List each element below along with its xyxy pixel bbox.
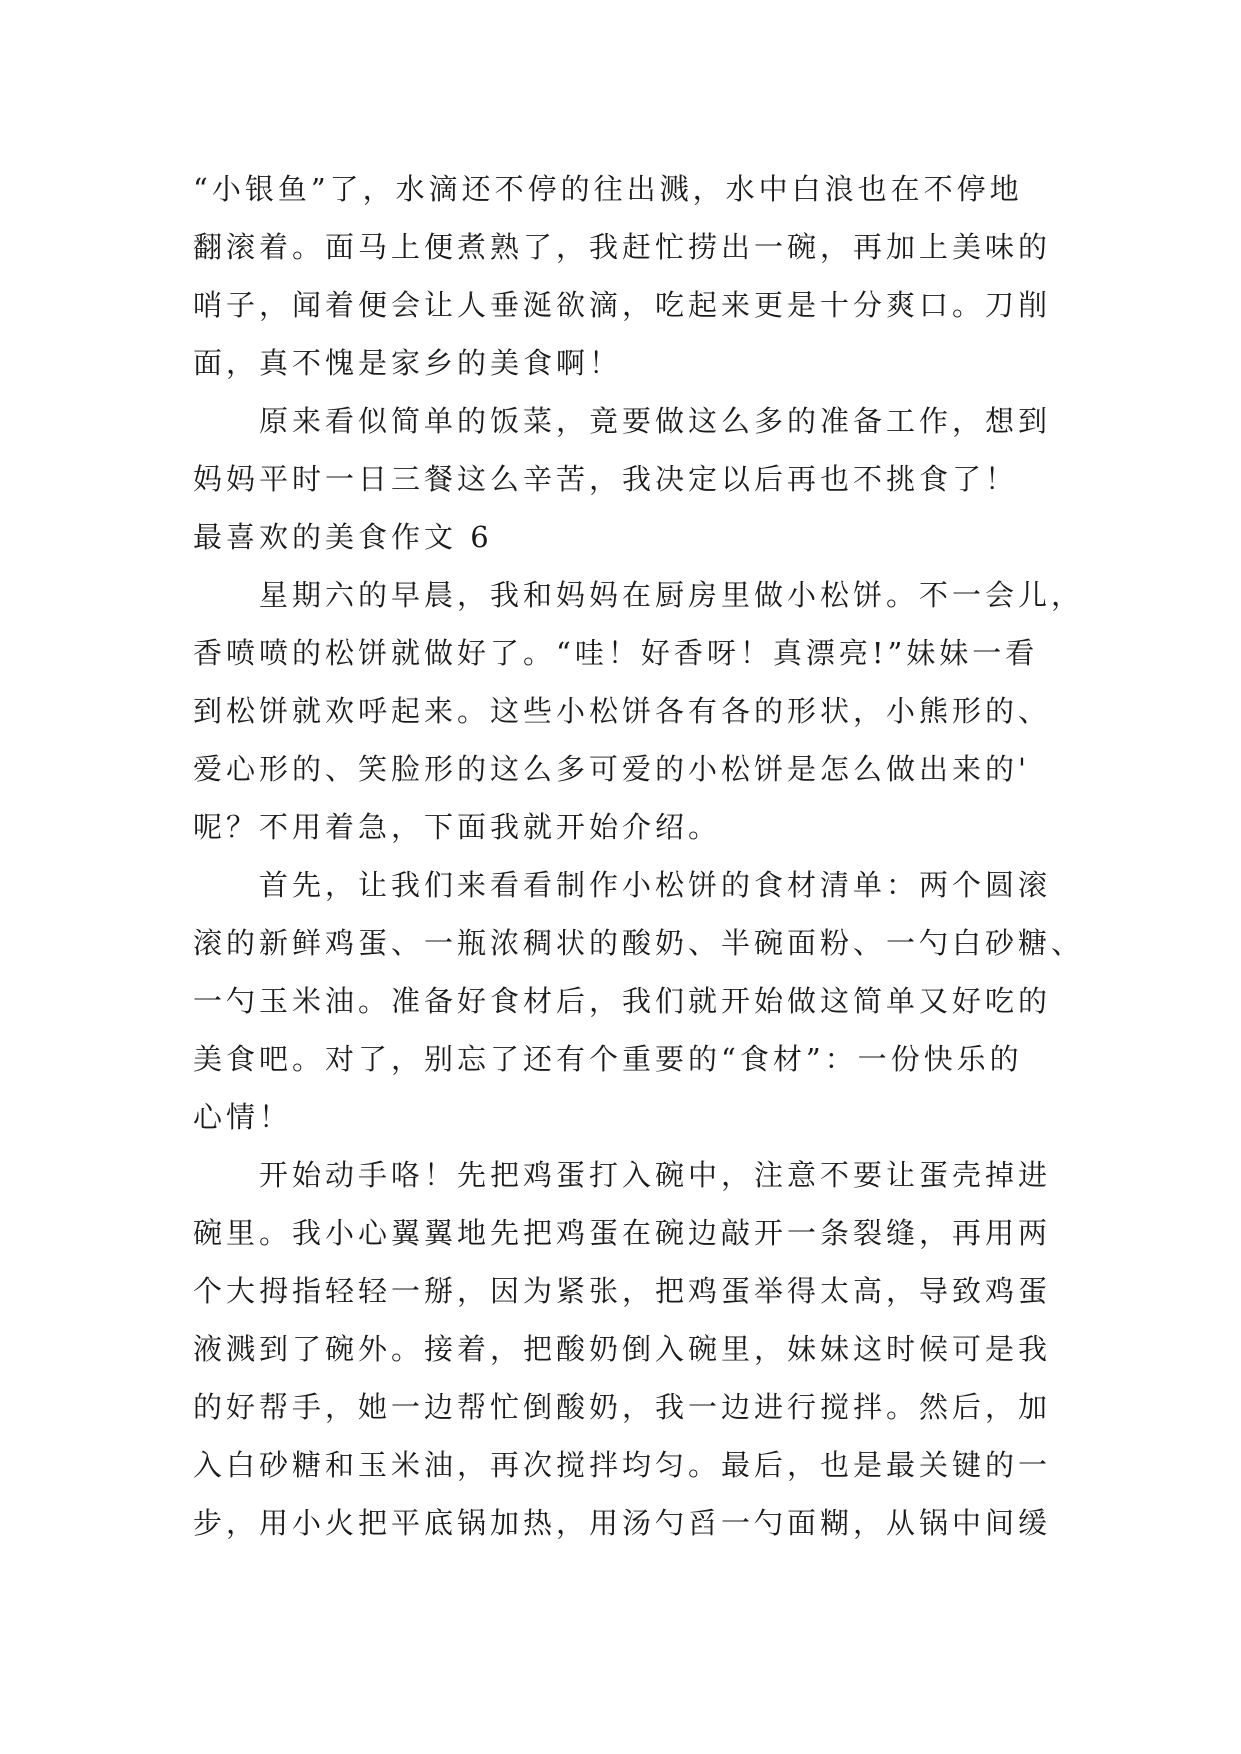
text-line: 滚的新鲜鸡蛋、一瓶浓稠状的酸奶、半碗面粉、一勺白砂糖、: [193, 926, 1085, 960]
text-line: 妈妈平时一日三餐这么辛苦，我决定以后再也不挑食了！: [193, 462, 1019, 496]
paragraph-first-line: 开始动手咯！先把鸡蛋打入碗中，注意不要让蛋壳掉进: [259, 1158, 1052, 1192]
text-line: 翻滚着。面马上便煮熟了，我赶忙捞出一碗，再加上美味的: [193, 230, 1052, 264]
paragraph-first-line: 星期六的早晨，我和妈妈在厨房里做小松饼。不一会儿，: [259, 578, 1085, 612]
text-line: 最喜欢的美食作文 6: [193, 520, 493, 554]
text-line: 爱心形的、笑脸形的这么多可爱的小松饼是怎么做出来的': [193, 752, 1030, 786]
text-line: 呢？不用着急，下面我就开始介绍。: [193, 810, 722, 844]
text-line: 面，真不愧是家乡的美食啊！: [193, 346, 623, 380]
text-line: “小银鱼”了，水滴还不停的往出溅，水中白浪也在不停地: [193, 172, 1023, 206]
text-line: 到松饼就欢呼起来。这些小松饼各有各的形状，小熊形的、: [193, 694, 1052, 728]
text-line: 香喷喷的松饼就做好了。“哇！好香呀！真漂亮!”妹妹一看: [193, 636, 1039, 670]
text-line: 的好帮手，她一边帮忙倒酸奶，我一边进行搅拌。然后，加: [193, 1390, 1052, 1424]
text-line: 美食吧。对了，别忘了还有个重要的“食材”：一份快乐的: [193, 1042, 1023, 1076]
text-line: 一勺玉米油。准备好食材后，我们就开始做这简单又好吃的: [193, 984, 1052, 1018]
text-line: 碗里。我小心翼翼地先把鸡蛋在碗边敲开一条裂缝，再用两: [193, 1216, 1052, 1250]
text-line: 步，用小火把平底锅加热，用汤勺舀一勺面糊，从锅中间缓: [193, 1506, 1052, 1540]
paragraph-first-line: 原来看似简单的饭菜，竟要做这么多的准备工作，想到: [259, 404, 1052, 438]
text-line: 心情！: [193, 1100, 293, 1134]
text-line: 个大拇指轻轻一掰，因为紧张，把鸡蛋举得太高，导致鸡蛋: [193, 1274, 1052, 1308]
text-line: 液溅到了碗外。接着，把酸奶倒入碗里，妹妹这时候可是我: [193, 1332, 1052, 1366]
text-line: 入白砂糖和玉米油，再次搅拌均匀。最后，也是最关键的一: [193, 1448, 1052, 1482]
paragraph-first-line: 首先，让我们来看看制作小松饼的食材清单：两个圆滚: [259, 868, 1052, 902]
document-body: [193, 160, 1085, 1552]
text-line: 哨子，闻着便会让人垂涎欲滴，吃起来更是十分爽口。刀削: [193, 288, 1052, 322]
